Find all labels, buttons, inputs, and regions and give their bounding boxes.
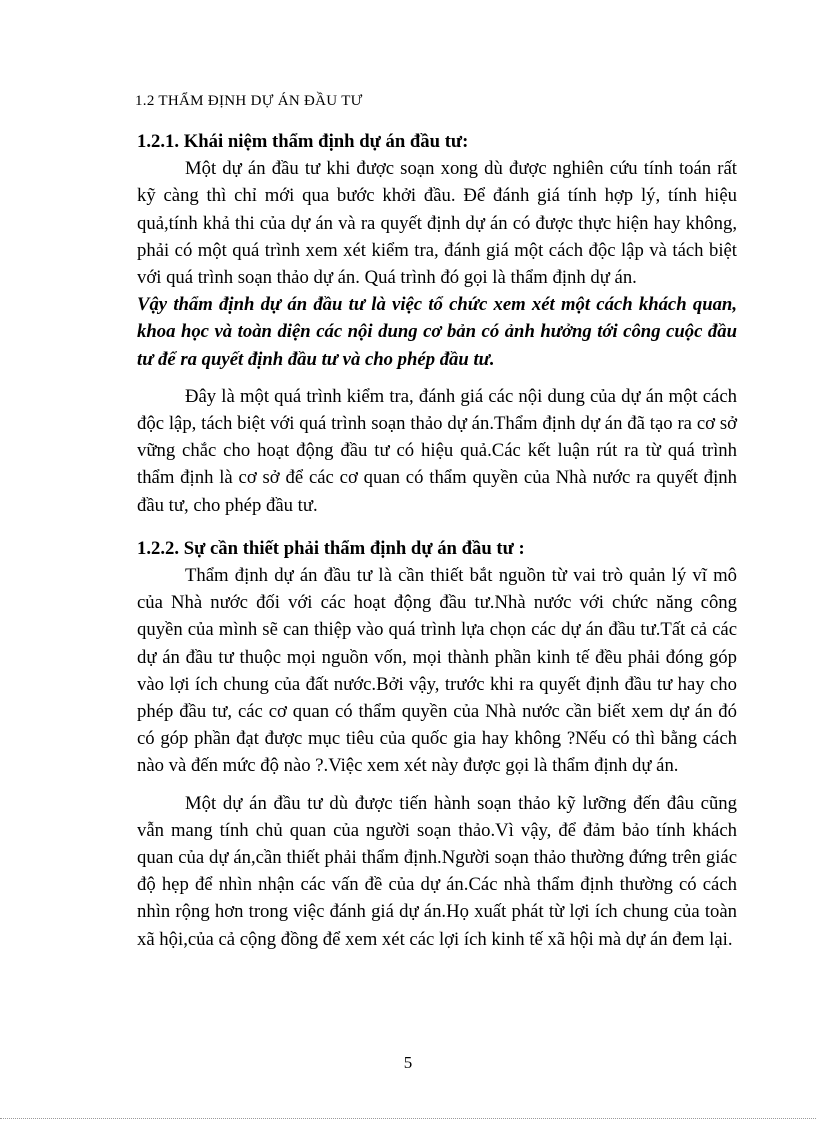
subsection-2-title: 1.2.2. Sự cần thiết phải thẩm định dự án đầu tư :: [137, 537, 525, 559]
subsection-1-paragraph-1: Một dự án đầu tư khi được soạn xong dù được nghiên cứu tính toán rất kỹ càng thì chỉ mới qua bước khởi đầu. Để đánh giá tính hợp lý, tính hiệu quả,tính khả thi của dự án và ra quyết định dự án có được thực hiện hay không, phải có một quá trình xem xét kiểm tra, đánh giá một cách độc lập và tách biệt với quá trình soạn thảo dự án. Quá trình đó gọi là thẩm định dự án.: [137, 158, 737, 289]
subsection-1-title: 1.2.1. Khái niệm thẩm định dự án đầu tư:: [137, 131, 469, 152]
page-body: [137, 128, 737, 953]
subsection-2-paragraph-2: Một dự án đầu tư dù được tiến hành soạn thảo kỹ lưỡng đến đâu cũng vẫn mang tính chủ quan của người soạn thảo.Vì vậy, để đảm bảo tính khách quan của dự án,cần thiết phải thẩm định.Người soạn thảo thường đứng trên giác độ hẹp để nhìn nhận các vấn đề của dự án.Các nhà thẩm định thường có cách nhìn rộng hơn trong việc đánh giá dự án.Họ xuất phát từ lợi ích chung của toàn xã hội,của cả cộng đồng để xem xét các lợi ích kinh tế xã hội mà dự án đem lại.: [137, 792, 737, 950]
subsection-2-paragraph-1: Thẩm định dự án đầu tư là cần thiết bắt nguồn từ vai trò quản lý vĩ mô của Nhà nước đối với các hoạt động đầu tư.Nhà nước với chức năng công quyền của mình sẽ can thiệp vào quá trình lựa chọn các dự án đầu tư.Tất cả các dự án đầu tư thuộc mọi nguồn vốn, mọi thành phần kinh tế đều phải đóng góp vào lợi ích chung của đất nước.Bởi vậy, trước khi ra quyết định đầu tư hay cho phép đầu tư, các cơ quan có thẩm quyền của Nhà nước cần biết xem dự án đó có góp phần đạt được mục tiêu của quốc gia hay không ?Nếu có thì bằng cách nào và đến mức độ nào ?.Việc xem xét này được gọi là thẩm định dự án.: [137, 565, 737, 777]
section-heading: 1.2 THẨM ĐỊNH DỰ ÁN ĐẦU TƯ: [135, 93, 363, 109]
definition-paragraph: Vậy thẩm định dự án đầu tư là việc tổ chức xem xét một cách khách quan, khoa học và toàn diện các nội dung cơ bản có ảnh hưởng tới công cuộc đầu tư để ra quyết định đầu tư và cho phép đầu tư.: [137, 294, 737, 370]
page-number: 5: [403, 1053, 413, 1072]
subsection-1-paragraph-2: Đây là một quá trình kiểm tra, đánh giá các nội dung của dự án một cách độc lập, tách biệt với quá trình soạn thảo dự án.Thẩm định dự án đã tạo ra cơ sở vững chắc cho hoạt động đầu tư có hiệu quả.Các kết luận rút ra từ quá trình thẩm định là cơ sở để các cơ quan có thẩm quyền của Nhà nước ra quyết định đầu tư, cho phép đầu tư.: [137, 385, 737, 516]
page-bottom-divider: [0, 1118, 816, 1119]
